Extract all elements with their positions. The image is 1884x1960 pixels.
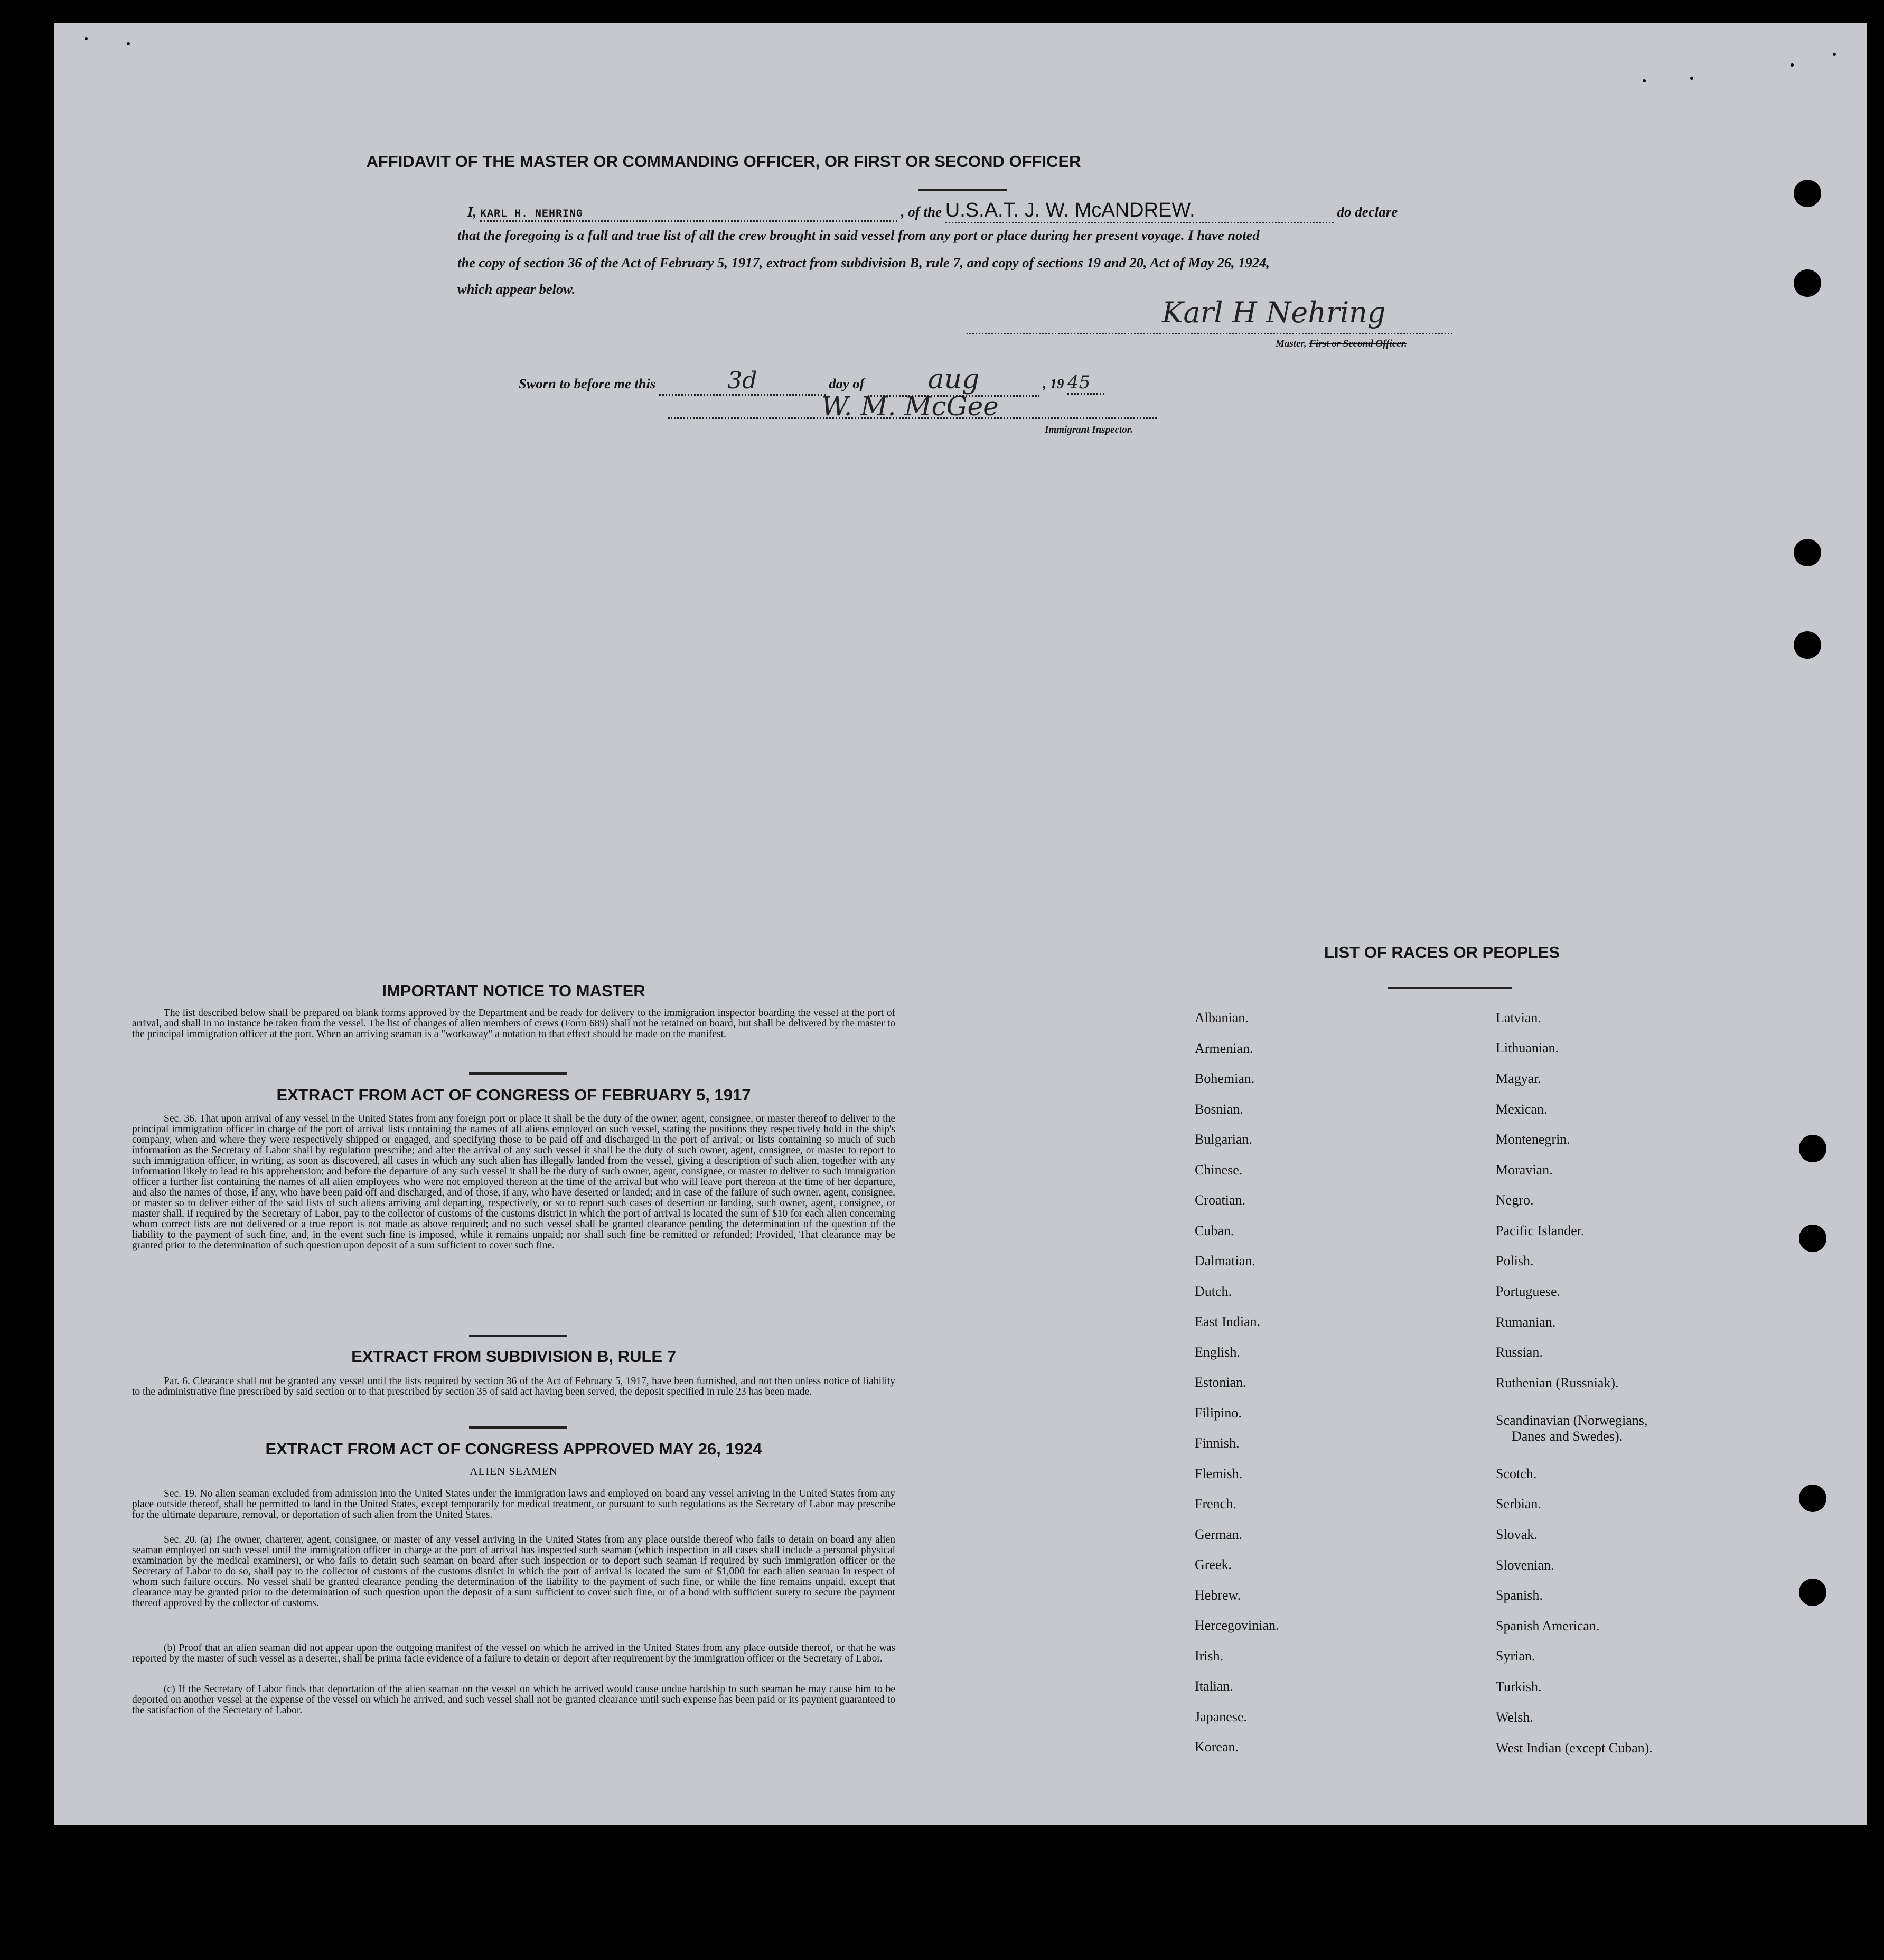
- speck: [1791, 63, 1794, 67]
- race-item: Scandinavian (Norwegians,: [1496, 1413, 1648, 1428]
- title-rule: [918, 189, 1007, 191]
- section-divider: [469, 1072, 567, 1075]
- race-item: English.: [1195, 1344, 1240, 1360]
- race-item: Ruthenian (Russniak).: [1496, 1375, 1619, 1390]
- race-item: Italian.: [1195, 1678, 1233, 1694]
- race-item: Mexican.: [1496, 1102, 1548, 1117]
- race-item: Greek.: [1195, 1557, 1232, 1572]
- race-item: Bulgarian.: [1195, 1132, 1253, 1147]
- extract-1917-text: Sec. 36. That upon arrival of any vessel in the United States from any foreign port or place it shall be the duty of the owner, agent, consignee, or master thereof to deliver to the principal immigration officer in charge of the port of arrival lists containing the names of all aliens employed on such vessel, stating the positions they respectively hold in the ship's company, when and where they were respectively shipped or engaged, and specifying those to be paid off and discharged in the port of arrival; or lists containing so much of such information as the Secretary of Labor shall by regulation prescribe; and after the arrival of any such vessel it shall be the duty of such owner, agent, consignee, or master to report to such immigration officer, in writing, as soon as discovered, all cases in which any such alien has illegally landed from the vessel, giving a description of such alien, together with any information likely to lead to his apprehension; and before the departure of any such vessel it shall be the duty of such owner, agent, consignee, or master to deliver to such immigration officer a further list containing the names of all alien employees who were not employed thereon at the time of the arrival but who will leave port thereon at the time of her departure, and also the names of those, if any, who have been paid off and discharged, and of those, if any, who have deserted or landed; and in case of the failure of such owner, agent, consignee, or master so to deliver either of the said lists of such aliens arriving and departing, respectively, or so to report such cases of desertion or landing, such owner, agent, consignee, or master shall, if required by the Secretary of Labor, pay to the collector of customs of the customs district in which the port of arrival is located the sum of $10 for each alien concerning whom correct lists are not delivered or a true report is not made as above required; and no such vessel shall be granted clearance pending the determination of the question of the liability to the payment of such fine, and, in the event such fine is imposed, while it remains unpaid; nor shall such fine be remitted or refunded; Provided, That clearance may be granted prior to the determination of such question upon deposit of a sum sufficient to cover such fine.: [132, 1113, 895, 1251]
- master-title-line: [1276, 338, 1407, 350]
- affidavit-body-2: the copy of section 36 of the Act of February 5, 1917, extract from subdivision B, rule 7, and copy of sections 19 and 20, Act of May 26, 1924,: [457, 255, 1270, 270]
- speck: [85, 37, 88, 40]
- rule-7-title: EXTRACT FROM SUBDIVISION B, RULE 7: [351, 1347, 676, 1366]
- rule-7-text: Par. 6. Clearance shall not be granted any vessel until the lists required by section 36 of the Act of February 5, 1917, have been furnished, and not then unless notice of liability to the administrative fine prescribed by said section or to that prescribed by section 35 of said act having been served, the deposit specified in rule 23 has been made.: [132, 1376, 895, 1397]
- race-item: French.: [1195, 1496, 1236, 1511]
- race-item: Filipino.: [1195, 1405, 1242, 1421]
- race-item: West Indian (except Cuban).: [1496, 1740, 1653, 1756]
- race-item: Portuguese.: [1496, 1284, 1561, 1299]
- day-field: [659, 367, 826, 396]
- year-value: 45: [1067, 372, 1091, 393]
- extract-1924-title: EXTRACT FROM ACT OF CONGRESS APPROVED MAY 26, 1924: [265, 1440, 762, 1458]
- race-item: Estonian.: [1195, 1375, 1246, 1390]
- race-item: Spanish American.: [1496, 1618, 1600, 1634]
- race-item: Serbian.: [1496, 1496, 1541, 1511]
- race-item: Chinese.: [1195, 1162, 1243, 1178]
- race-item: Flemish.: [1195, 1466, 1243, 1481]
- races-title: LIST OF RACES OR PEOPLES: [1324, 943, 1560, 962]
- year-field: [1067, 372, 1104, 395]
- race-item: Dalmatian.: [1195, 1253, 1255, 1268]
- race-item: Cuban.: [1195, 1222, 1234, 1238]
- punch-hole: [1794, 631, 1821, 659]
- sec-20b-text: (b) Proof that an alien seaman did not appear upon the outgoing manifest of the vessel on which he arrived in the United States from any place outside thereof, or that he was reported by the master of such vessel as a deserter, shall be prima facie evidence of a failure to detain or deport after requirement by the immigration officer or the Secretary of Labor.: [132, 1642, 895, 1664]
- race-item: Pacific Islander.: [1496, 1223, 1585, 1238]
- race-item: Hercegovinian.: [1195, 1618, 1279, 1633]
- vessel-name-field: [945, 199, 1334, 223]
- notice-title: IMPORTANT NOTICE TO MASTER: [382, 982, 645, 1000]
- race-item: Welsh.: [1496, 1710, 1533, 1725]
- master-label: Master,: [1276, 338, 1307, 349]
- race-item: Slovak.: [1496, 1527, 1538, 1542]
- race-item: Russian.: [1496, 1345, 1543, 1360]
- race-item: Negro.: [1496, 1192, 1534, 1208]
- notice-text: The list described below shall be prepared on blank forms approved by the Department and be ready for delivery to the immigration inspector boarding the vessel at the port of arrival, and shall in no instance be taken from the vessel. The list of changes of alien members of crews (Form 689) shall not be retained on board, but shall be delivered by the master to the principal immigration officer at the port. When an arriving seaman is a "workaway" a notation to that effect should be made on the manifest.: [132, 1007, 895, 1040]
- race-item: Latvian.: [1496, 1010, 1541, 1025]
- race-item: Irish.: [1195, 1648, 1224, 1664]
- vessel-name: U.S.A.T. J. W. McANDREW.: [945, 199, 1195, 221]
- speck: [127, 42, 130, 45]
- year-prefix: , 19: [1043, 376, 1064, 391]
- punch-hole: [1794, 539, 1821, 566]
- speck: [1690, 77, 1693, 80]
- race-item: Turkish.: [1496, 1679, 1542, 1694]
- race-item: Albanian.: [1195, 1010, 1249, 1025]
- i-label: I,: [467, 204, 477, 220]
- race-item: Rumanian.: [1496, 1314, 1556, 1330]
- day-of-label: day of: [829, 376, 865, 391]
- race-item: Moravian.: [1496, 1162, 1553, 1178]
- affidavit-body-3: which appear below.: [457, 281, 576, 297]
- race-item: Bohemian.: [1195, 1071, 1255, 1086]
- section-divider: [469, 1426, 567, 1429]
- race-item: Slovenian.: [1496, 1557, 1554, 1573]
- speck: [1643, 79, 1646, 82]
- speck: [1833, 53, 1836, 56]
- race-item: Finnish.: [1195, 1435, 1240, 1451]
- affidavit-line-1: [467, 199, 1455, 220]
- day-value: 3d: [727, 367, 757, 394]
- race-item: Japanese.: [1195, 1709, 1247, 1724]
- race-item: Polish.: [1496, 1253, 1534, 1268]
- race-item: Korean.: [1195, 1739, 1239, 1754]
- affidavit-title: AFFIDAVIT OF THE MASTER OR COMMANDING OFFICER, OR FIRST OR SECOND OFFICER: [366, 152, 1081, 171]
- section-divider: [469, 1335, 567, 1337]
- punch-hole: [1794, 180, 1821, 207]
- race-item: Lithuanian.: [1496, 1040, 1559, 1056]
- alien-seamen-subtitle: ALIEN SEAMEN: [470, 1465, 558, 1478]
- race-item: Dutch.: [1195, 1283, 1232, 1299]
- race-item: Spanish.: [1496, 1588, 1543, 1603]
- inspector-signature: W. M. McGee: [821, 391, 999, 422]
- race-item: Hebrew.: [1195, 1587, 1241, 1603]
- race-item: Croatian.: [1195, 1192, 1246, 1208]
- punch-hole: [1794, 269, 1821, 297]
- races-title-rule: [1388, 987, 1512, 989]
- sec-20a-text: Sec. 20. (a) The owner, charterer, agent, consignee, or master of any vessel arriving in the United States from any place outside thereof who fails to detain on board any alien seaman employed on such vessel until the immigration officer in charge at the port of arrival has inspected such seaman (which inspection in all cases shall include a personal physical examination by the medical examiners), or who fails to detain such seaman on board after such inspection or to deport such seaman if required by such immigration officer or the Secretary of Labor to do so, shall pay to the collector of customs of the customs district in which the port of arrival is located the sum of $1,000 for each alien seaman in respect of whom such failure occurs. No vessel shall be granted clearance pending the determination of the liability to the payment of such fine, or while the fine remains unpaid, except that clearance may be granted prior to the determination of such question upon the deposit of a sum sufficient to cover such fine, or of a bond with sufficient surety to secure the payment thereof approved by the collector of customs.: [132, 1534, 895, 1609]
- race-item: Bosnian.: [1195, 1101, 1243, 1117]
- inspector-label: Immigrant Inspector.: [1045, 424, 1133, 435]
- master-signature: Karl H Nehring: [1162, 296, 1386, 329]
- race-item: Scotch.: [1496, 1466, 1537, 1481]
- struck-officer-label: First or Second Officer.: [1309, 338, 1407, 349]
- race-item: German.: [1195, 1526, 1243, 1542]
- race-item: Armenian.: [1195, 1040, 1253, 1056]
- month-value: aug: [927, 363, 980, 395]
- do-declare-label: do declare: [1337, 204, 1398, 220]
- sworn-label: Sworn to before me this: [519, 376, 656, 391]
- punch-hole: [1799, 1579, 1826, 1606]
- race-item: Magyar.: [1496, 1071, 1541, 1086]
- sec-20c-text: (c) If the Secretary of Labor finds that deportation of the alien seaman on the vessel on which he arrived would cause undue hardship to such seaman he may cause him to be deported on another vessel at the expense of the vessel on which he arrived, and such vessel shall not be granted clearance until such expense has been paid or its payment guaranteed to the satisfaction of the Secretary of Labor.: [132, 1684, 895, 1716]
- race-item: Danes and Swedes).: [1512, 1429, 1623, 1444]
- affidavit-body-1: that the foregoing is a full and true list of all the crew brought in said vessel from any port or place during her present voyage. I have noted: [457, 227, 1260, 243]
- punch-hole: [1799, 1485, 1826, 1512]
- master-name: KARL H. NEHRING: [480, 208, 584, 220]
- sec-19-text: Sec. 19. No alien seaman excluded from admission into the United States under the immigration laws and employed on board any vessel arriving in the United States from any place outside thereof, shall be permitted to land in the United States, except temporarily for medical treatment, or pursuant to such regulations as the Secretary of Labor may prescribe for the ultimate departure, removal, or deportation of such alien from the United States.: [132, 1488, 895, 1520]
- race-item: Syrian.: [1496, 1648, 1535, 1664]
- of-the-label: , of the: [901, 204, 942, 220]
- punch-hole: [1799, 1135, 1826, 1162]
- race-item: East Indian.: [1195, 1314, 1261, 1329]
- extract-1917-title: EXTRACT FROM ACT OF CONGRESS OF FEBRUARY 5, 1917: [276, 1086, 751, 1104]
- punch-hole: [1799, 1225, 1826, 1252]
- race-item: Montenegrin.: [1496, 1132, 1570, 1147]
- master-name-field: [480, 208, 897, 222]
